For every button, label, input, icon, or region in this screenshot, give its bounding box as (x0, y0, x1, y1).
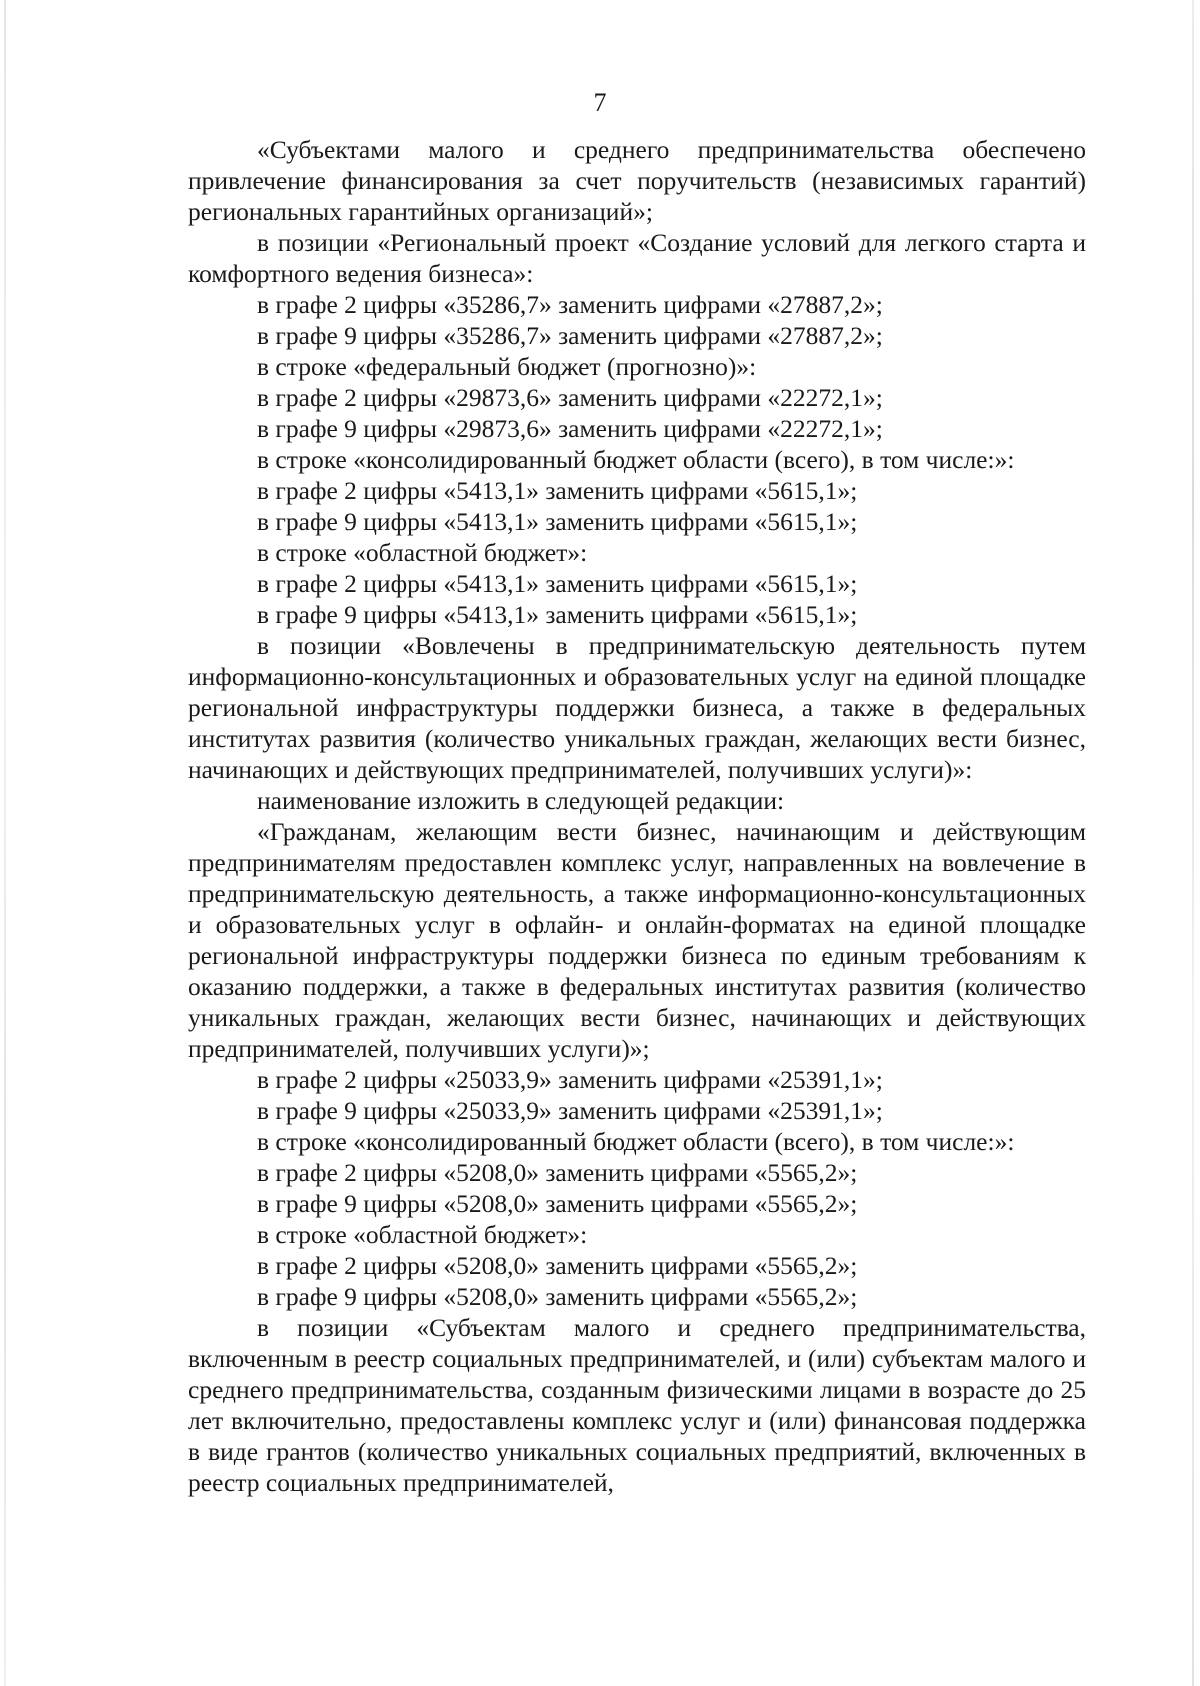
page-number: 7 (593, 88, 607, 117)
amendment-line: в графе 2 цифры «5208,0» заменить цифрами «5565,2»; (257, 1158, 858, 1187)
amendment-line: в графе 9 цифры «29873,6» заменить цифрами «22272,1»; (257, 414, 883, 443)
amendment-line: наименование изложить в следующей редакции: (257, 786, 785, 815)
paragraph: «Субъектами малого и среднего предпринимательства обеспечено привлечение финансирования за счет поручительств (независимых гарантий) региональных гарантийных организаций»; (188, 135, 1086, 226)
scan-edge-left (4, 0, 6, 1686)
amendment-line: в строке «консолидированный бюджет области (всего), в том числе:»: (257, 445, 1015, 474)
document-body (188, 134, 1086, 1498)
paragraph: «Гражданам, желающим вести бизнес, начинающим и действующим предпринимателям предоставлен комплекс услуг, направленных на вовлечение в предпринимательскую деятельность, а также информационно-консультационных и образовательных услуг в офлайн- и онлайн-форматах на единой площадке региональной инфраструктуры поддержки бизнеса по единым требованиям к оказанию поддержки, а также в федеральных институтах развития (количество уникальных граждан, желающих вести бизнес, начинающих и действующих предпринимателей, получивших услуги)»; (188, 817, 1086, 1063)
paragraph: в позиции «Региональный проект «Создание условий для легкого старта и комфортного ведения бизнеса»: (188, 228, 1086, 288)
amendment-line: в графе 9 цифры «25033,9» заменить цифрами «25391,1»; (257, 1096, 883, 1125)
amendment-line: в строке «областной бюджет»: (257, 538, 588, 567)
amendment-line: в графе 2 цифры «5413,1» заменить цифрами «5615,1»; (257, 476, 858, 505)
scan-edge-right (1192, 0, 1194, 1686)
amendment-line: в строке «федеральный бюджет (прогнозно)»: (257, 352, 757, 381)
amendment-line: в графе 2 цифры «29873,6» заменить цифрами «22272,1»; (257, 383, 883, 412)
amendment-line: в графе 9 цифры «5208,0» заменить цифрами «5565,2»; (257, 1282, 858, 1311)
amendment-line: в графе 9 цифры «5208,0» заменить цифрами «5565,2»; (257, 1189, 858, 1218)
amendment-line: в графе 2 цифры «5208,0» заменить цифрами «5565,2»; (257, 1251, 858, 1280)
amendment-line: в строке «консолидированный бюджет области (всего), в том числе:»: (257, 1127, 1015, 1156)
amendment-line: в графе 9 цифры «5413,1» заменить цифрами «5615,1»; (257, 507, 858, 536)
amendment-line: в графе 2 цифры «5413,1» заменить цифрами «5615,1»; (257, 569, 858, 598)
amendment-line: в графе 2 цифры «25033,9» заменить цифрами «25391,1»; (257, 1065, 883, 1094)
amendment-line: в графе 9 цифры «35286,7» заменить цифрами «27887,2»; (257, 321, 883, 350)
paragraph: в позиции «Вовлечены в предпринимательскую деятельность путем информационно-консультационных и образовательных услуг на единой площадке региональной инфраструктуры поддержки бизнеса, а также в федеральных институтах развития (количество уникальных граждан, желающих вести бизнес, начинающих и действующих предпринимателей, получивших услуги)»: (188, 631, 1086, 784)
paragraph: в позиции «Субъектам малого и среднего предпринимательства, включенным в реестр социальных предпринимателей, и (или) субъектам малого и среднего предпринимательства, созданным физическими лицами в возрасте до 25 лет включительно, предоставлены комплекс услуг и (или) финансовая поддержка в виде грантов (количество уникальных социальных предприятий, включенных в реестр социальных предпринимателей, (188, 1313, 1086, 1497)
amendment-line: в графе 9 цифры «5413,1» заменить цифрами «5615,1»; (257, 600, 858, 629)
amendment-line: в строке «областной бюджет»: (257, 1220, 588, 1249)
amendment-line: в графе 2 цифры «35286,7» заменить цифрами «27887,2»; (257, 290, 883, 319)
